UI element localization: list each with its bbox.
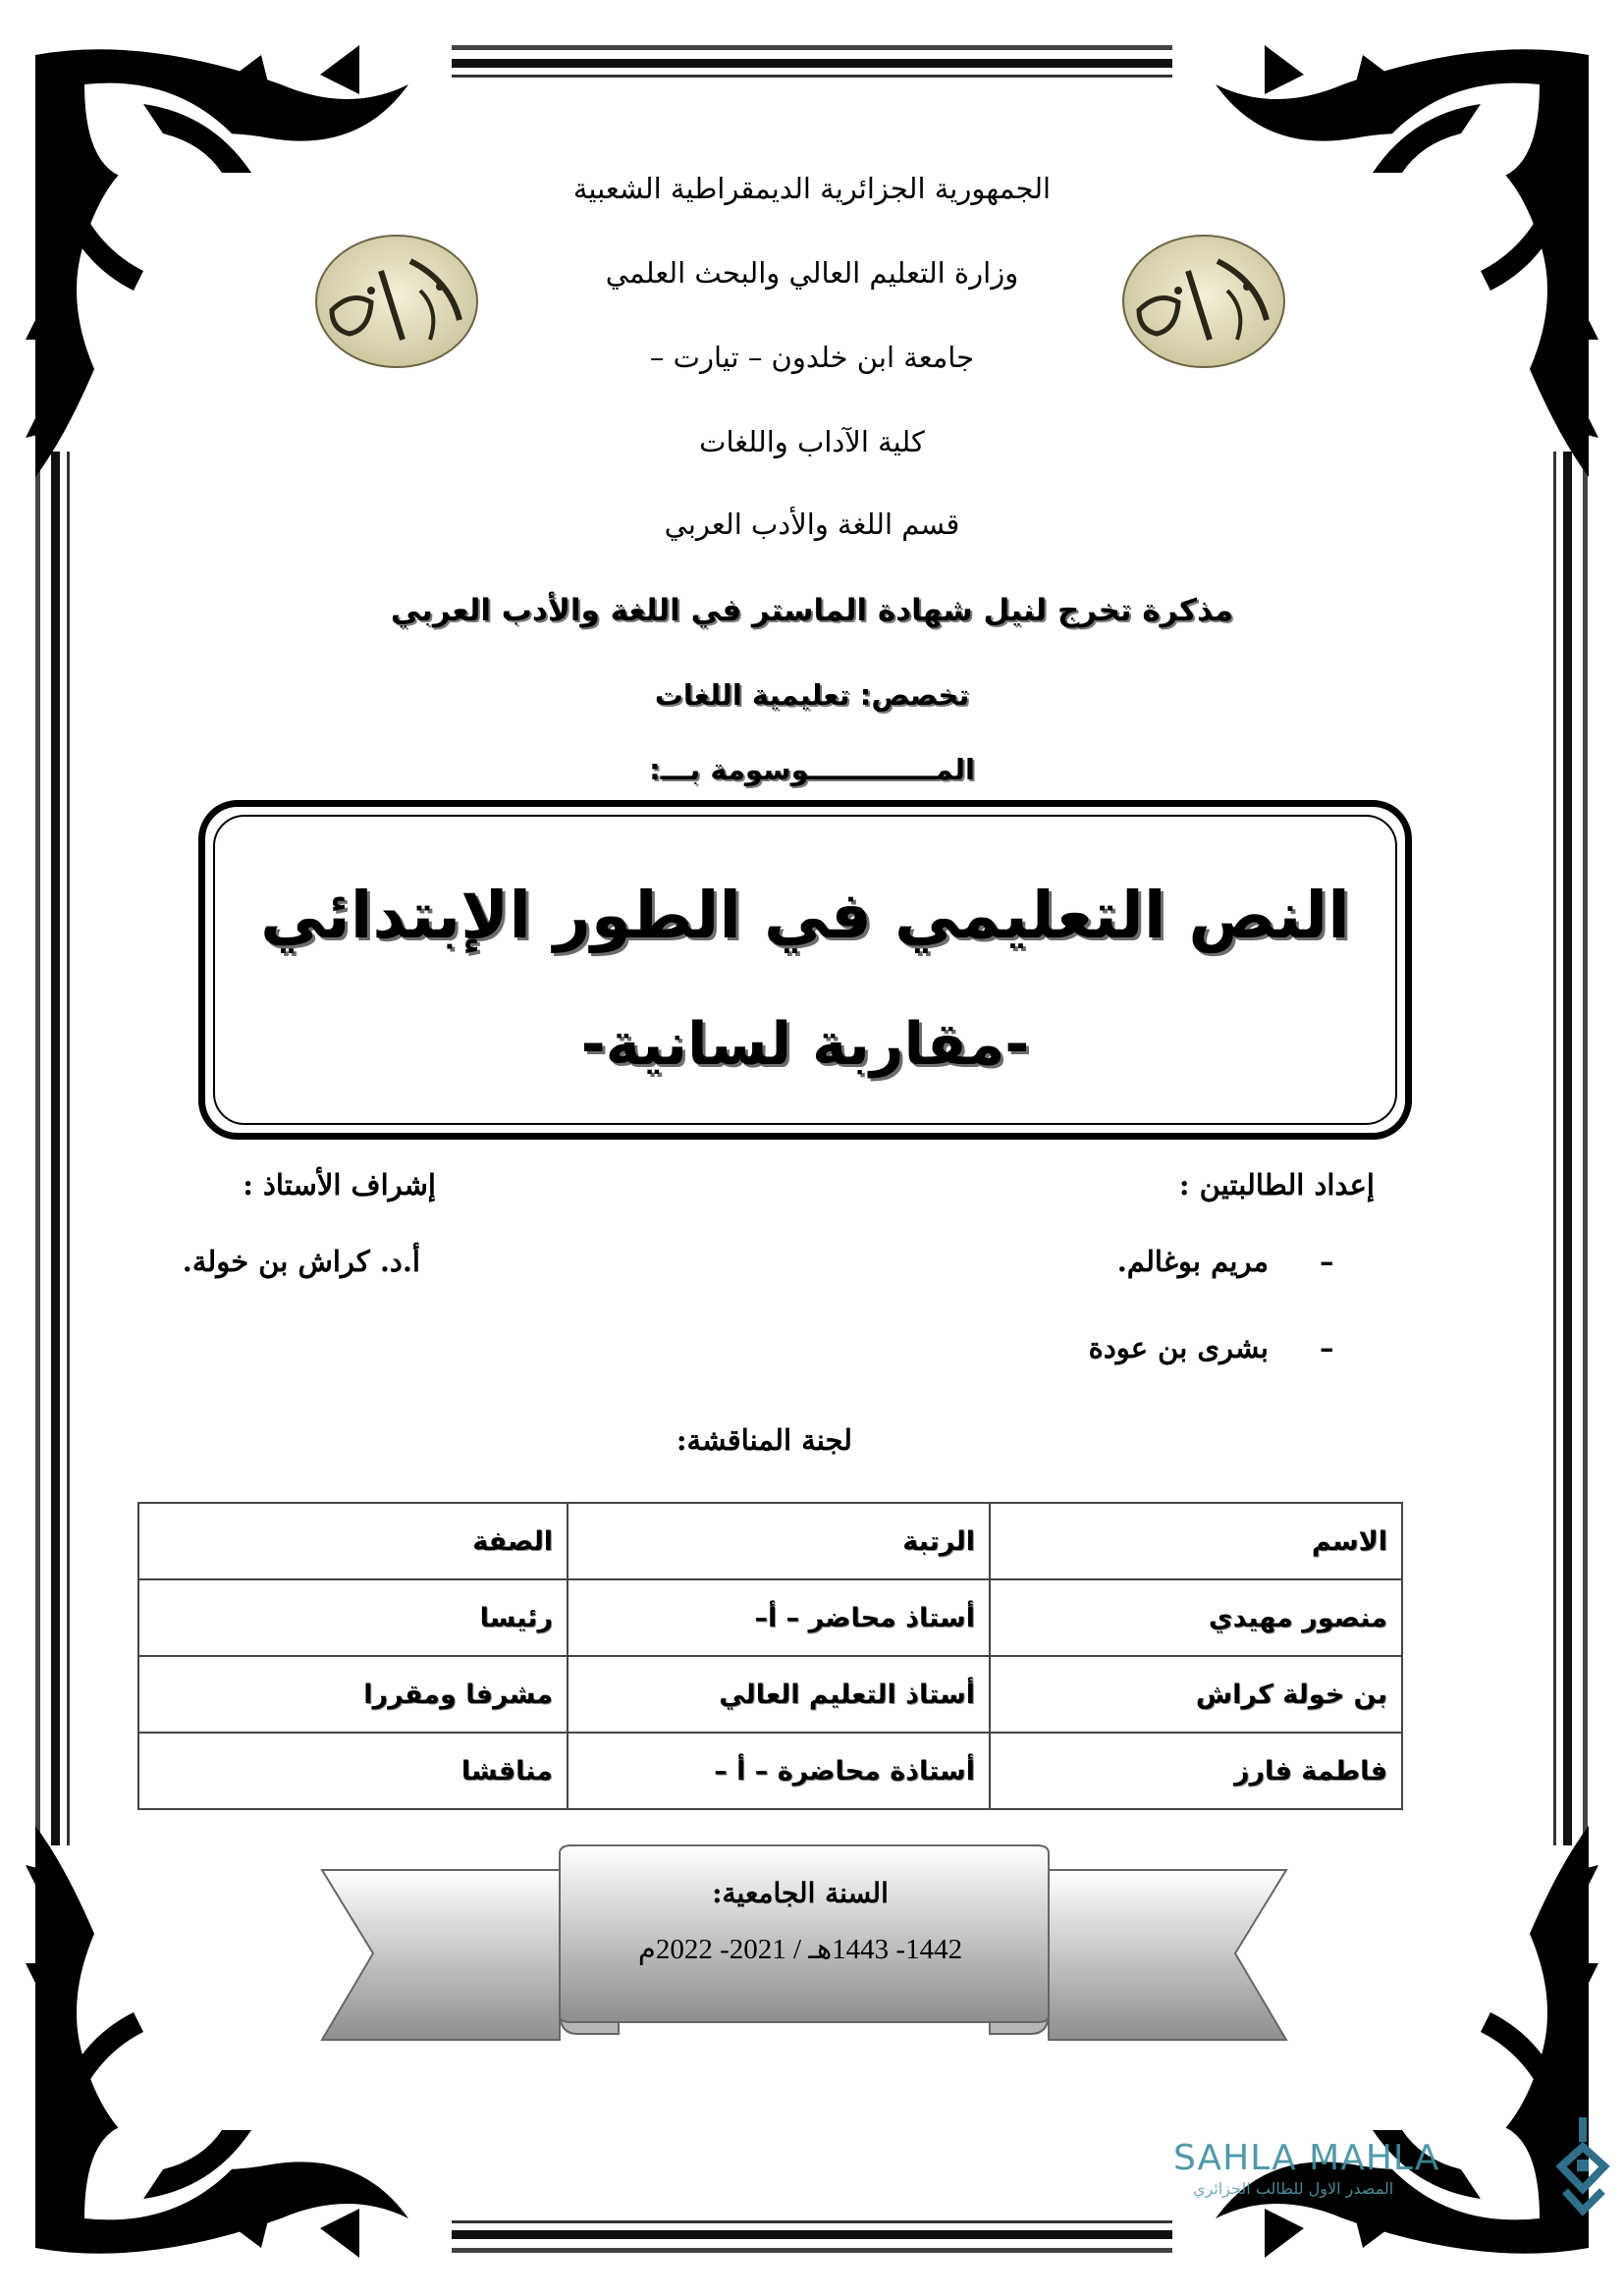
header-university: جامعة ابن خلدون – تيارت – (649, 341, 975, 374)
cell-role: رئيسا (138, 1579, 568, 1656)
column-header-rank: الرتبة (568, 1503, 990, 1579)
academic-year-value: 1442- 1443هـ / 2021- 2022م (637, 1934, 963, 1965)
header-republic: الجمهورية الجزائرية الديمقراطية الشعبية (572, 172, 1052, 205)
frame-bottom-bar (452, 2220, 1172, 2256)
student-bullet-2: – (1320, 1331, 1334, 1364)
supervisor-name: أ.د. كراش بن خولة. (182, 1245, 420, 1278)
cell-rank: أستاذة محاضرة – أ – (568, 1733, 990, 1809)
header-ministry: وزارة التعليم العالي والبحث العلمي (605, 256, 1019, 290)
frame-top-bar (452, 43, 1172, 79)
frame-left-bar (33, 452, 69, 1845)
specialty-line: تخصص: تعليمية اللغات (654, 678, 970, 712)
committee-table (137, 1502, 1403, 1810)
committee-label: لجنة المناقشة: (676, 1423, 852, 1457)
watermark-tagline: المصدر الاول للطالب الجزائري (1193, 2179, 1394, 2198)
student-name-2: بشرى بن عودة (1088, 1331, 1269, 1364)
header-faculty: كلية الآداب واللغات (699, 425, 925, 458)
table-row (138, 1579, 1402, 1656)
cell-rank: أستاذ محاضر – أ– (568, 1579, 990, 1656)
student-bullet-1: – (1320, 1245, 1334, 1278)
column-header-name: الاسم (990, 1503, 1402, 1579)
cell-name: بن خولة كراش (990, 1656, 1402, 1733)
students-label: إعداد الطالبتين : (1178, 1168, 1375, 1201)
table-row (138, 1656, 1402, 1733)
cell-role: مناقشا (138, 1733, 568, 1809)
thesis-title-main: النص التعليمي في الطور الإبتدائي (260, 878, 1350, 953)
cell-name: منصور مهيدي (990, 1579, 1402, 1656)
cell-rank: أستاذ التعليم العالي (568, 1656, 990, 1733)
degree-line: مذكرة تخرج لنيل شهادة الماستر في اللغة والأدب العربي (390, 593, 1234, 628)
cell-role: مشرفا ومقررا (138, 1656, 568, 1733)
watermark-logo-icon (1553, 2112, 1612, 2220)
cell-name: فاطمة فارز (990, 1733, 1402, 1809)
header-department: قسم اللغة والأدب العربي (664, 507, 960, 541)
table-header-row (138, 1503, 1402, 1579)
column-header-role: الصفة (138, 1503, 568, 1579)
thesis-title-box (198, 800, 1412, 1140)
thesis-title-subtitle: -مقاربة لسانية- (580, 1010, 1030, 1079)
academic-year-label: السنة الجامعية: (712, 1877, 889, 1909)
supervisor-label: إشراف الأستاذ : (243, 1168, 436, 1201)
titled-by-line: المـــــــــــــوسومة بـــ: (649, 753, 975, 786)
table-row (138, 1733, 1402, 1809)
watermark-brand: SAHLA MAHLA (1173, 2138, 1440, 2178)
frame-right-bar (1553, 452, 1589, 1845)
student-name-1: مريم بوغالم. (1116, 1245, 1269, 1278)
